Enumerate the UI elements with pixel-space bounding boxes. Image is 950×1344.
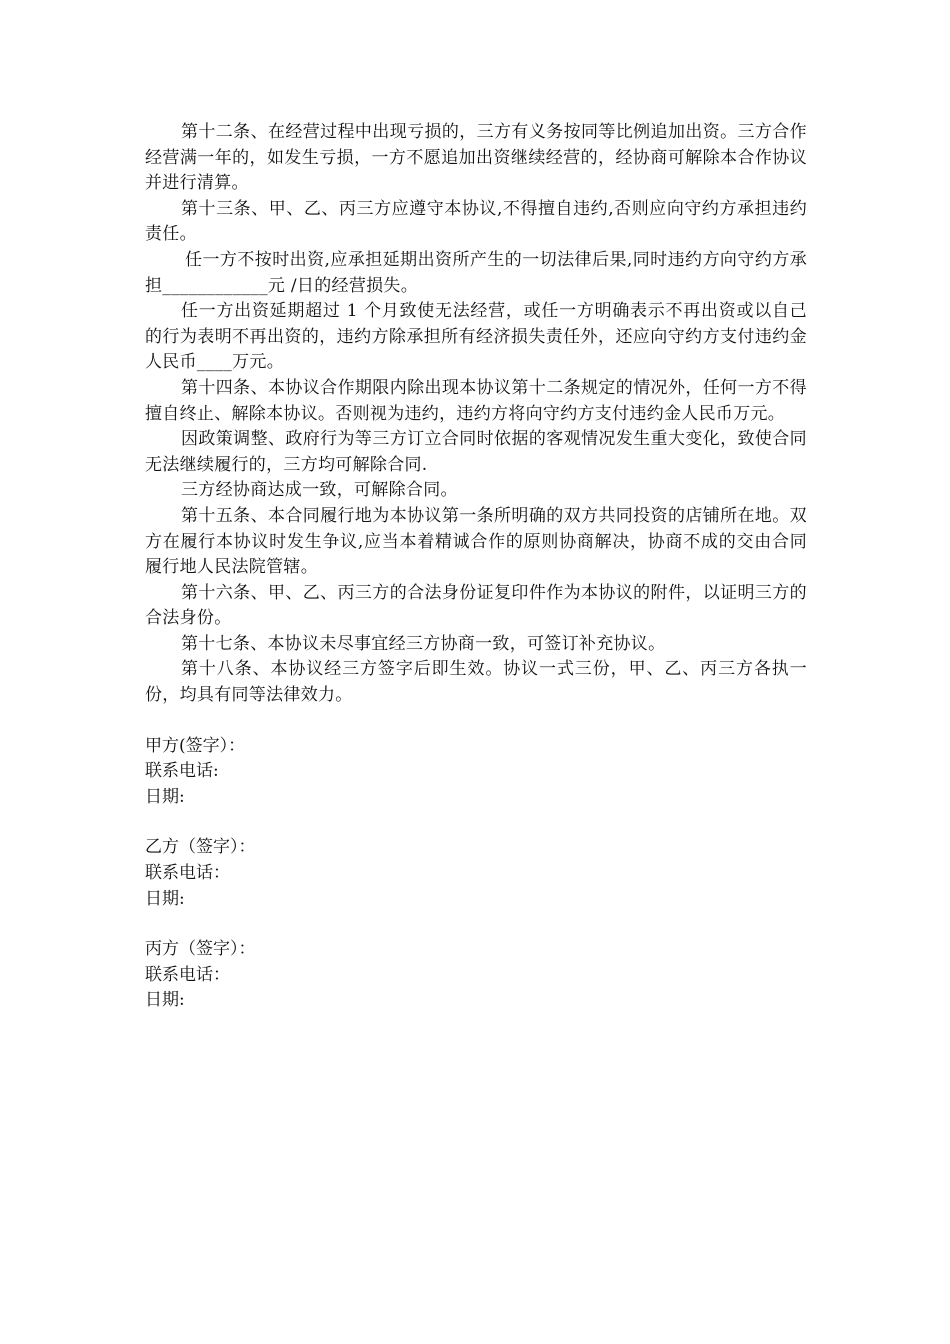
- party-b-signature-label: 乙方（签字）：: [145, 837, 256, 858]
- clause-18: 第十八条、本协议经三方签字后即生效。协议一式三份，甲、乙、丙三方各执一份，均具有同等法律效力。: [145, 659, 807, 706]
- party-c-phone-label: 联系电话：: [145, 964, 230, 985]
- party-a-date-label: 日期:: [145, 786, 185, 807]
- clause-17: 第十七条、本协议未尽事宜经三方协商一致，可签订补充协议。: [181, 633, 666, 654]
- clause-12: 第十二条、在经营过程中出现亏损的，三方有义务按同等比例追加出资。三方合作经营满一年的，如发生亏损，一方不愿追加出资继续经营的，经协商可解除本合作协议并进行清算。: [145, 122, 807, 194]
- clause-14: 第十四条、本协议合作期限内除出现本协议第十二条规定的情况外，任何一方不得擅自终止、解除本协议。否则视为违约，违约方将向守约方支付违约金人民币万元。: [145, 377, 807, 424]
- party-c-date-label: 日期:: [145, 990, 185, 1011]
- party-a-signature-label: 甲方(签字）：: [145, 735, 246, 756]
- clause-13: 第十三条、甲、乙、丙三方应遵守本协议,不得擅自违约,否则应向守约方承担违约责任。: [145, 198, 807, 245]
- clause-15: 第十五条、本合同履行地为本协议第一条所明确的双方共同投资的店铺所在地。双方在履行本协议时发生争议,应当本着精诚合作的原则协商解决，协商不成的交由合同履行地人民法院管辖。: [145, 505, 807, 578]
- agreement-body: [145, 120, 807, 709]
- late-payment-paragraph: 任一方不按时出资,应承担延期出资所产生的一切法律后果,同时违约方向守约方承担____________元 /日的经营损失。: [145, 249, 807, 296]
- party-b-phone-label: 联系电话：: [145, 863, 230, 884]
- party-c-signature-label: 丙方（签字）：: [145, 939, 256, 960]
- document-page: [145, 120, 807, 1014]
- party-b-date-label: 日期:: [145, 888, 185, 909]
- signature-block-party-c: [145, 937, 807, 1014]
- signature-block-party-a: [145, 734, 807, 811]
- party-a-phone-label: 联系电话:: [145, 761, 219, 782]
- mutual-termination-paragraph: 三方经协商达成一致，可解除合同。: [181, 480, 458, 501]
- policy-change-paragraph: 因政策调整、政府行为等三方订立合同时依据的客观情况发生重大变化，致使合同无法继续履行的，三方均可解除合同.: [145, 429, 807, 475]
- delay-penalty-paragraph: 任一方出资延期超过 1 个月致使无法经营，或任一方明确表示不再出资或以自己的行为表明不再出资的，违约方除承担所有经济损失责任外，还应向守约方支付违约金人民币____万元。: [145, 301, 807, 373]
- signature-block-party-b: [145, 835, 807, 912]
- clause-16: 第十六条、甲、乙、丙三方的合法身份证复印件作为本协议的附件，以证明三方的合法身份。: [145, 582, 807, 629]
